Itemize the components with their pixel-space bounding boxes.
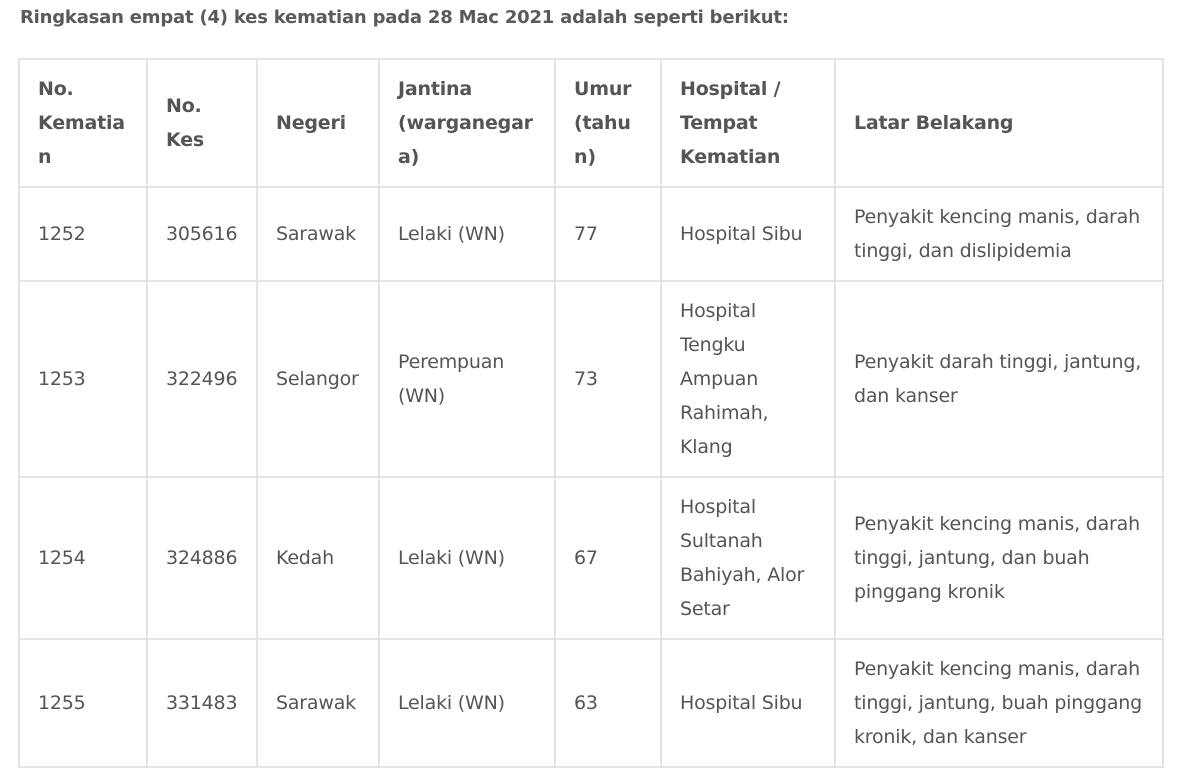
header-death-no: No. Kematian [19,59,147,187]
cell-background: Penyakit kencing manis, darah tinggi, jantung, buah pinggang kronik, dan kanser [835,639,1163,767]
cell-age: 73 [555,281,661,477]
cell-state: Sarawak [257,187,379,281]
cell-age: 67 [555,477,661,639]
header-background: Latar Belakang [835,59,1163,187]
cell-state: Kedah [257,477,379,639]
cell-death-no: 1255 [19,639,147,767]
table-row [19,281,1163,477]
cell-gender: Perempuan (WN) [379,281,555,477]
cell-gender: Lelaki (WN) [379,477,555,639]
cell-background: Penyakit darah tinggi, jantung, dan kanser [835,281,1163,477]
cell-death-no: 1252 [19,187,147,281]
table-header [19,59,1163,187]
cell-background: Penyakit kencing manis, darah tinggi, jantung, dan buah pinggang kronik [835,477,1163,639]
cell-background: Penyakit kencing manis, darah tinggi, dan dislipidemia [835,187,1163,281]
table-row [19,187,1163,281]
table-body [19,187,1163,767]
header-age: Umur (tahun) [555,59,661,187]
header-hospital: Hospital / Tempat Kematian [661,59,835,187]
cell-state: Selangor [257,281,379,477]
cell-case-no: 322496 [147,281,257,477]
deaths-table [18,58,1164,768]
cell-case-no: 324886 [147,477,257,639]
cell-death-no: 1254 [19,477,147,639]
cell-age: 77 [555,187,661,281]
table-row [19,477,1163,639]
table-row [19,639,1163,767]
header-case-no: No. Kes [147,59,257,187]
cell-gender: Lelaki (WN) [379,187,555,281]
cell-age: 63 [555,639,661,767]
cell-hospital: Hospital Sibu [661,639,835,767]
cell-gender: Lelaki (WN) [379,639,555,767]
cell-hospital: Hospital Sultanah Bahiyah, Alor Setar [661,477,835,639]
intro-text: Ringkasan empat (4) kes kematian pada 28 Mac 2021 adalah seperti berikut: [20,7,789,28]
header-state: Negeri [257,59,379,187]
cell-hospital: Hospital Tengku Ampuan Rahimah, Klang [661,281,835,477]
cell-case-no: 331483 [147,639,257,767]
cell-hospital: Hospital Sibu [661,187,835,281]
cell-state: Sarawak [257,639,379,767]
header-row [19,59,1163,187]
header-gender: Jantina (warganegara) [379,59,555,187]
cell-case-no: 305616 [147,187,257,281]
cell-death-no: 1253 [19,281,147,477]
